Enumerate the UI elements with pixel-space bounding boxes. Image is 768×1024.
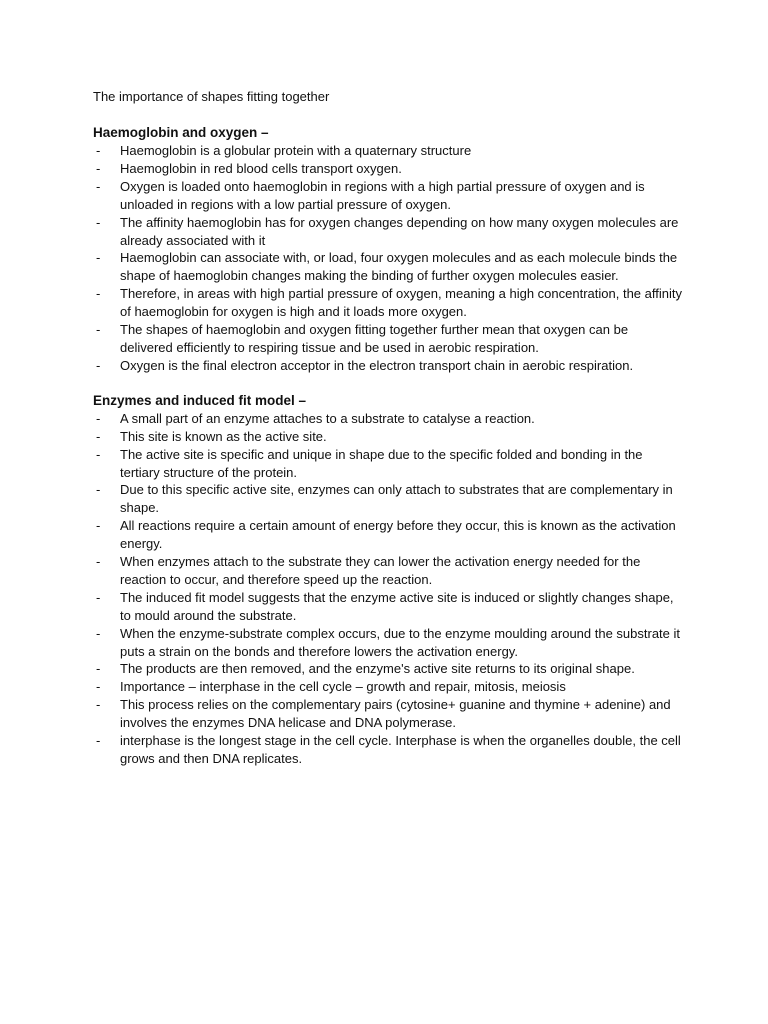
list-item: [93, 357, 683, 375]
list-item: [93, 517, 683, 553]
bullet-dash: -: [96, 160, 101, 176]
replication-bullet-list: [93, 696, 683, 768]
bullet-text: Therefore, in areas with high partial pressure of oxygen, meaning a high concentration, the affinity of haemoglobin for oxygen is high and it loads more oxygen.: [120, 286, 682, 320]
list-item: [93, 321, 683, 357]
bullet-text: This site is known as the active site.: [120, 428, 327, 444]
bullet-dash: -: [96, 214, 101, 230]
bullet-dash: -: [96, 286, 101, 302]
bullet-dash: -: [96, 178, 101, 194]
bullet-dash: -: [96, 679, 101, 695]
bullet-dash: -: [96, 554, 101, 570]
list-item: [93, 481, 683, 517]
bullet-dash: -: [96, 697, 101, 713]
bullet-text: This process relies on the complementary pairs (cytosine+ guanine and thymine + adenine) and involves the enzymes DNA helicase and DNA polymerase.: [120, 697, 671, 731]
section-heading-enzymes: Enzymes and induced fit model –: [93, 392, 307, 408]
bullet-text: The products are then removed, and the enzyme's active site returns to its original shape.: [120, 661, 635, 677]
bullet-dash: -: [96, 518, 101, 534]
list-item: [93, 249, 683, 285]
document-page: [93, 88, 683, 768]
bullet-dash: -: [96, 410, 101, 426]
list-item: [93, 214, 683, 250]
bullet-dash: -: [96, 661, 101, 677]
list-item: [93, 732, 683, 768]
list-item: [93, 285, 683, 321]
section-heading-haemoglobin: Haemoglobin and oxygen –: [93, 125, 269, 140]
list-item: [93, 553, 683, 589]
document-title: The importance of shapes fitting together: [93, 89, 330, 104]
list-item: [93, 678, 683, 696]
bullet-text: Haemoglobin is a globular protein with a quaternary structure: [120, 143, 472, 158]
haemoglobin-bullet-list: [93, 142, 683, 375]
list-item: [93, 625, 683, 661]
bullet-text: The shapes of haemoglobin and oxygen fitting together further mean that oxygen can be delivered efficiently to respiring tissue and be used in aerobic respiration.: [120, 322, 629, 355]
list-item: [93, 589, 683, 625]
bullet-dash: -: [96, 446, 101, 462]
bullet-dash: -: [96, 589, 101, 605]
list-item: [93, 428, 683, 446]
bullet-text: Due to this specific active site, enzymes can only attach to substrates that are complementary in shape.: [120, 482, 673, 516]
bullet-text: When enzymes attach to the substrate they can lower the activation energy needed for the reaction to occur, and therefore speed up the reaction.: [120, 554, 641, 587]
bullet-dash: -: [96, 143, 101, 158]
bullet-text: Haemoglobin can associate with, or load, four oxygen molecules and as each molecule binds the shape of haemoglobin changes making the binding of further oxygen molecules easier.: [120, 250, 678, 284]
bullet-dash: -: [96, 625, 101, 641]
bullet-text: Oxygen is the final electron acceptor in the electron transport chain in aerobic respiration.: [120, 357, 634, 373]
enzymes-bullet-list: [93, 410, 683, 679]
bullet-text: The affinity haemoglobin has for oxygen changes depending on how many oxygen molecules are already associated with it: [120, 214, 679, 248]
bullet-text: The active site is specific and unique in shape due to the specific folded and bonding in the tertiary structure of the protein.: [120, 446, 643, 480]
bullet-text: All reactions require a certain amount of energy before they occur, this is known as the activation energy.: [120, 518, 676, 552]
bullet-text: Haemoglobin in red blood cells transport oxygen.: [120, 160, 402, 176]
list-item: [93, 142, 683, 160]
bullet-text: A small part of an enzyme attaches to a substrate to catalyse a reaction.: [120, 410, 535, 426]
bullet-dash: -: [96, 733, 101, 749]
list-item: [93, 178, 683, 214]
importance-bullet-list: [93, 678, 683, 696]
bullet-dash: -: [96, 250, 101, 266]
bullet-text: Importance – interphase in the cell cycle – growth and repair, mitosis, meiosis: [120, 679, 566, 695]
bullet-dash: -: [96, 428, 101, 444]
list-item: [93, 660, 683, 678]
bullet-text: When the enzyme-substrate complex occurs, due to the enzyme moulding around the substrate it puts a strain on the bonds and therefore lowers the activation energy.: [120, 625, 681, 659]
list-item: [93, 410, 683, 428]
bullet-text: Oxygen is loaded onto haemoglobin in regions with a high partial pressure of oxygen and is unloaded in regions with a low partial pressure of oxygen.: [120, 178, 645, 212]
list-item: [93, 696, 683, 732]
bullet-dash: -: [96, 322, 101, 338]
bullet-dash: -: [96, 482, 101, 498]
list-item: [93, 446, 683, 482]
bullet-dash: -: [96, 357, 101, 373]
bullet-text: The induced fit model suggests that the enzyme active site is induced or slightly changes shape, to mould around the substrate.: [120, 589, 674, 623]
list-item: [93, 160, 683, 178]
bullet-text: interphase is the longest stage in the cell cycle. Interphase is when the organelles double, the cell grows and then DNA replicates.: [120, 733, 681, 766]
